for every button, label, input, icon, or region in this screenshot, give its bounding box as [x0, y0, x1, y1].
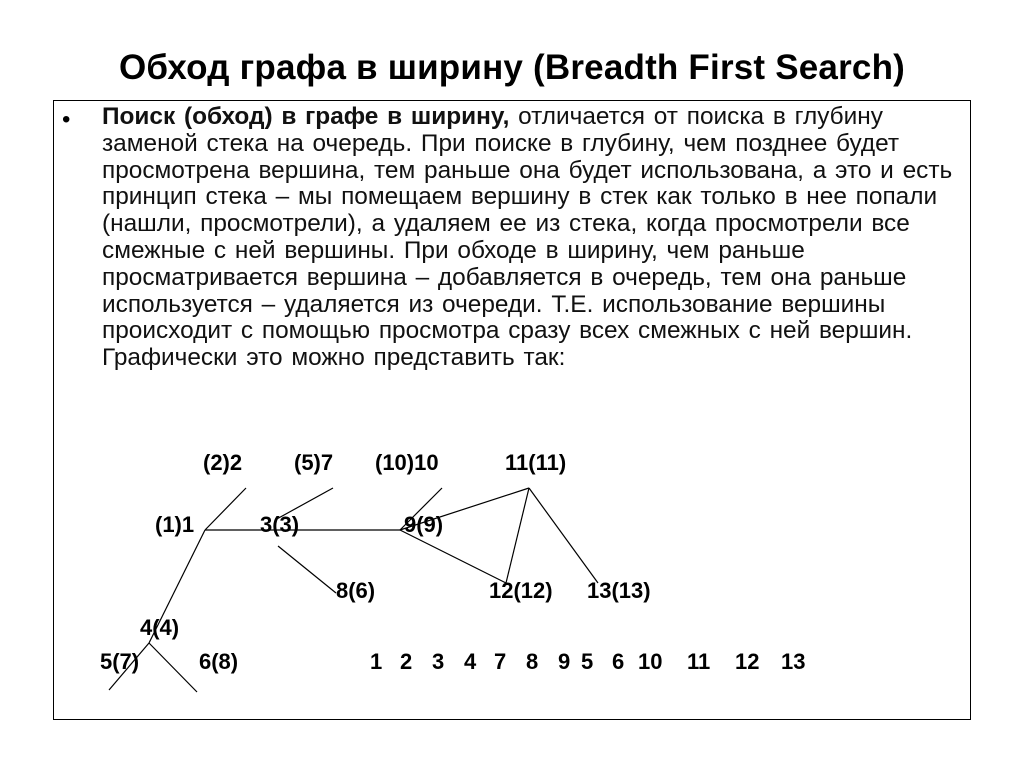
edge-11-13 [529, 488, 598, 583]
visit-order-item: 7 [494, 649, 507, 674]
node-13: 13(13) [587, 578, 651, 603]
visit-order-item: 8 [526, 649, 539, 674]
visit-order-item: 4 [464, 649, 477, 674]
visit-order-item: 10 [638, 649, 663, 674]
edge-3-8 [278, 546, 336, 593]
node-1: (1)1 [155, 512, 195, 537]
visit-order-item: 12 [735, 649, 760, 674]
visit-order-item: 9 [558, 649, 571, 674]
edge-9-12 [400, 530, 506, 583]
edge-4-6 [149, 643, 197, 692]
visit-order-item: 5 [581, 649, 594, 674]
node-3: 3(3) [260, 512, 300, 537]
visit-order-item: 2 [400, 649, 413, 674]
node-9: 9(9) [404, 512, 444, 537]
visit-order-item: 1 [370, 649, 383, 674]
node-5: 5(7) [100, 649, 140, 674]
edge-11-12 [506, 488, 529, 583]
node-12: 12(12) [489, 578, 553, 603]
edge-1-2 [205, 488, 246, 530]
visit-order-item: 13 [781, 649, 806, 674]
node-11: 11(11) [505, 450, 567, 475]
visit-order-item: 6 [612, 649, 625, 674]
description-lead: Поиск (обход) в графе в ширину, [102, 103, 510, 130]
node-8: 8(6) [336, 578, 376, 603]
node-10: (10)10 [375, 450, 439, 475]
node-7: (5)7 [294, 450, 334, 475]
description-body: отличается от поиска в глубину заменой стека на очередь. При поиске в глубину, чем позднее будет просмотрена вершина, тем раньше она будет использована, а это и есть принцип стека – мы помещаем вершину в стек как только в нее попали (нашли, просмотрели), а удаляем ее из стека, когда просмотрели все смежные с ней вершины. При обходе в ширину, чем раньше просматривается вершина – добавляется в очередь, тем она раньше используется – удаляется из очереди. Т.Е. использование вершины происходит с помощью просмотра сразу всех смежных с ней вершин. Графически это можно представить так: [102, 103, 953, 372]
node-6: 6(8) [199, 649, 239, 674]
bullet-marker: • [62, 106, 71, 133]
node-4: 4(4) [140, 615, 180, 640]
slide-title: Обход графа в ширину (Breadth First Search) [119, 48, 905, 87]
visit-order-item: 3 [432, 649, 445, 674]
visit-order-item: 11 [687, 649, 711, 674]
node-2: (2)2 [203, 450, 243, 475]
